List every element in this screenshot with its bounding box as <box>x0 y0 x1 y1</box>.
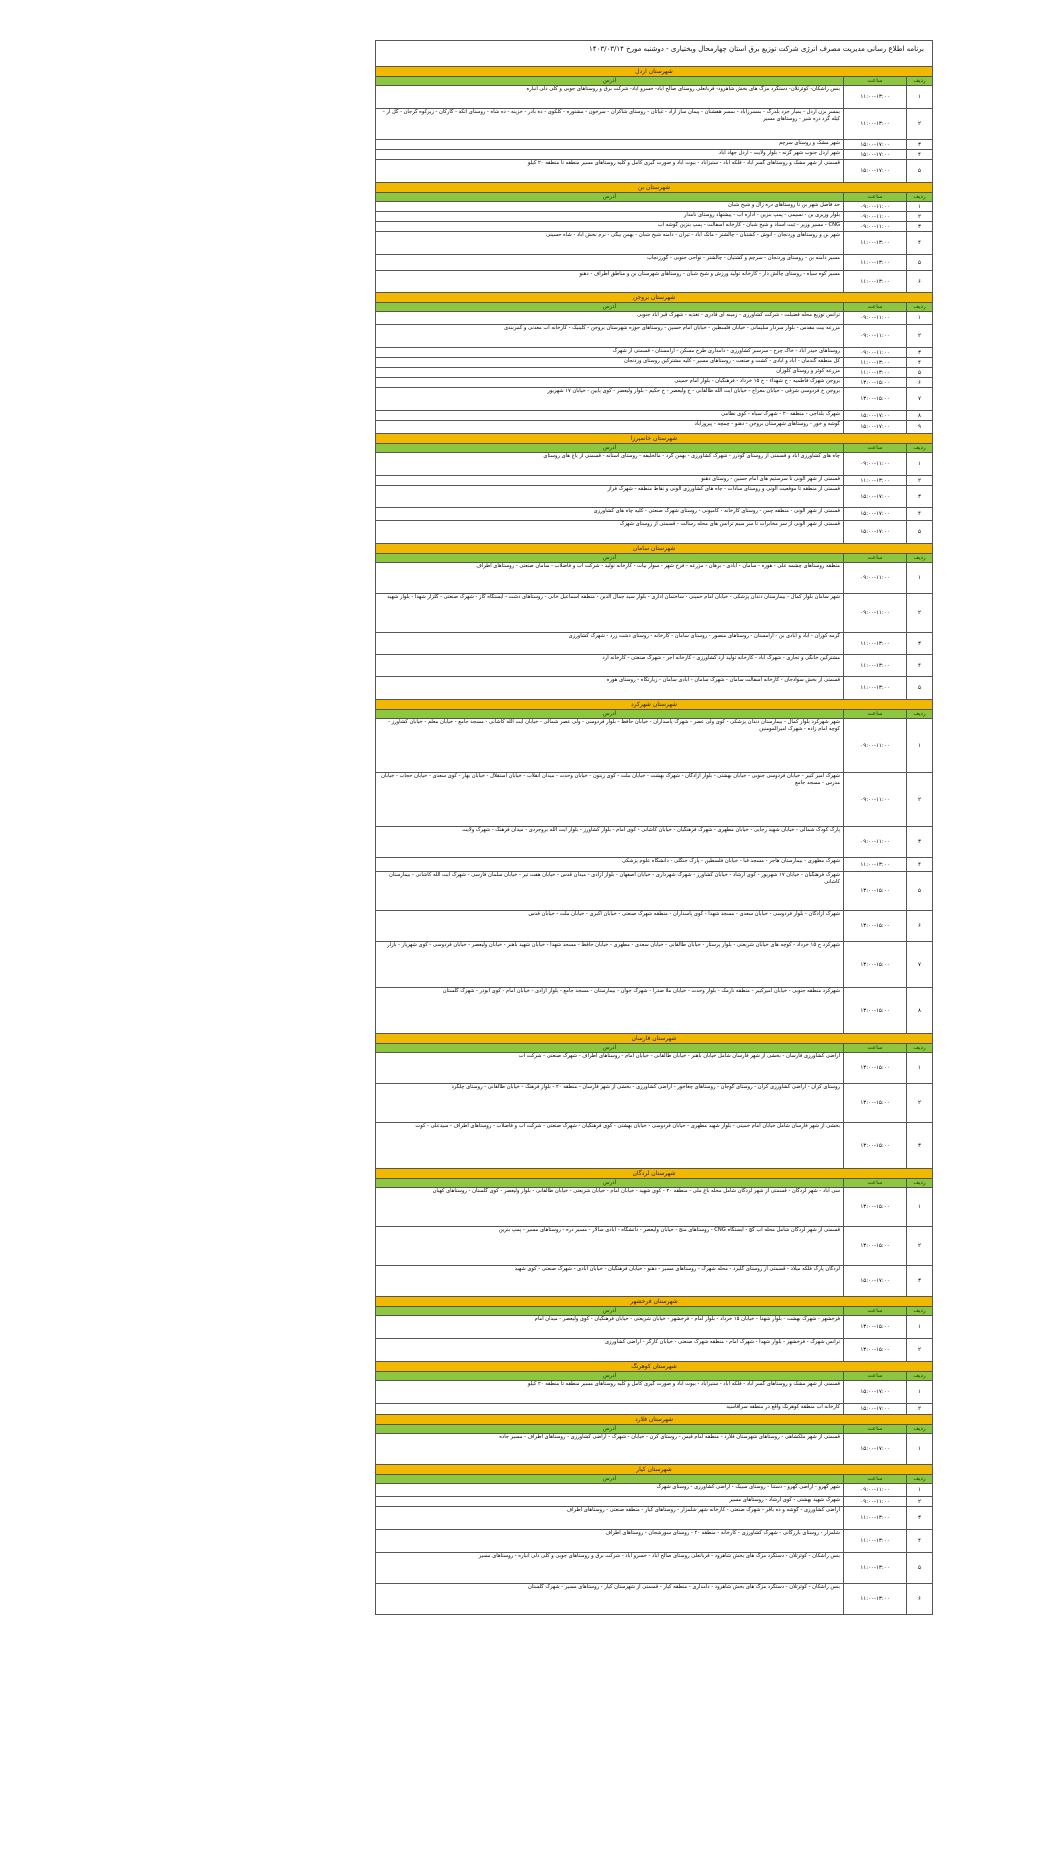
row-address: بروجن خ فردوسی شرقی - خیابان معراج - خیابان آیت الله طالقانی - خ ولیعصر - خ حکیم - بلوار ولیعصر - کوی پایین - خیابان ۱۷ شهریور <box>547 388 840 394</box>
table-row <box>376 677 932 700</box>
table-row <box>376 942 932 988</box>
row-time: ۱۳:۰۰-۱۵:۰۰ <box>843 1053 906 1083</box>
row-address: مزرعه کوثر و روستای کلوزان <box>776 368 840 374</box>
table-row <box>376 988 932 1034</box>
county-header: شهرستان کوهرنگ <box>376 1362 932 1372</box>
row-time: ۱۱:۰۰-۱۳:۰۰ <box>843 86 906 108</box>
county-header: شهرستان شهرکرد <box>376 700 932 710</box>
row-number: ۶ <box>906 271 932 292</box>
table-row <box>376 1497 932 1507</box>
row-address: قسمتی از بخش سوادجان - کارخانه آسفالت سامان - شهرک سامان - آبادی سامان - زیارتگاه - روستای هوره <box>606 677 840 683</box>
table-row <box>376 858 932 872</box>
row-number: ۸ <box>906 988 932 1033</box>
column-header-address: آدرس <box>602 1476 617 1482</box>
row-address: قسمتی از شهر مشک و روستاهای گسر آباد - فلکه آباد - ستیزآباد - بیوت آباد و صورت گیری کامل و کلیه روستاهای مسیر منطقه تا منطقه ۲۰ کیلو <box>527 1381 840 1387</box>
column-header-time: ساعت <box>843 1307 906 1315</box>
row-number: ۳ <box>906 633 932 654</box>
column-header-address: آدرس <box>602 304 617 310</box>
table-row <box>376 212 932 222</box>
column-header-row <box>376 710 932 719</box>
table-row <box>376 358 932 368</box>
row-address: شهر شهرکرد بلوار کمال - بیمارستان دندان پزشکی - کوی ولی عصر - شهرک پاسداران - خیابان حافظ - بلوار فردوسی - ولی عصر شمالی - خیابان آیت الله کاشانی - مسجد جامع - خیابان معلم - خیابان کشاورز - کوچه امام زاده - شهرک امیرالمومنین <box>388 719 840 732</box>
column-header-time: ساعت <box>843 77 906 85</box>
column-header-address: آدرس <box>602 1045 617 1051</box>
row-number: ۳ <box>906 1266 932 1296</box>
county-header: شهرستان کیار <box>376 1465 932 1475</box>
table-row <box>376 1381 932 1404</box>
row-number: ۲ <box>906 594 932 632</box>
row-number: ۵ <box>906 677 932 699</box>
row-number: ۵ <box>906 1553 932 1583</box>
row-time: ۱۵:۰۰-۱۷:۰۰ <box>843 140 906 149</box>
table-row <box>376 421 932 434</box>
row-number: ۳ <box>906 486 932 507</box>
row-time: ۱۵:۰۰-۱۷:۰۰ <box>843 421 906 433</box>
column-header-time: ساعت <box>843 1475 906 1483</box>
row-address: بنس راشکان - کوثرتلان - دستگرد مزگ های بخش شاهرود - قربانعلی روستای صالح آباد - خسرو آباد - شرکت برق و روستاهای جوبی و کلی دلی انباره - روستاهای مسیر <box>478 1553 840 1559</box>
row-time: ۱۳:۰۰-۱۵:۰۰ <box>843 911 906 941</box>
table-row <box>376 312 932 325</box>
row-number: ۴ <box>906 508 932 520</box>
table-row <box>376 1227 932 1266</box>
row-number: ۷ <box>906 388 932 410</box>
row-address: شهر بن و روستاهای وردنجان - انوش - کشتیان - چالشتر - ماتک آباد - تیران - دامنه شیخ شبان - بهمن بیگی - نرم بخش آباد - شاه حسینی <box>546 232 840 238</box>
row-time: ۱۳:۰۰-۱۵:۰۰ <box>843 1316 906 1338</box>
column-header-no: ردیف <box>906 77 932 85</box>
row-address: قسمتی از شهر مشک و روستاهای گسر آباد - فلکه آباد - ستیزآباد - بیوت آباد و صورت گیری کامل و کلیه روستاهای مسیر منطقه تا منطقه ۲۰ کیلو <box>527 160 840 166</box>
row-address: قسمتی از شهر آلونی - منطقه چمن - روستای کارخانه - کامیونی - روستای شهرک صنعتی - کلیه چاه های کشاورزی <box>593 508 840 514</box>
county-section <box>376 544 932 700</box>
sections-container <box>376 67 932 1615</box>
column-header-time: ساعت <box>843 1372 906 1380</box>
column-header-time: ساعت <box>843 1425 906 1433</box>
row-address: شهرک فرهنگیان - خیابان ۱۷ شهریور - کوی ارشاد - خیابان کشاورز - شهرک شهرداری - خیابان اصفهان - بلوار آزادی - میدان قدس - خیابان هفت تیر - خیابان سلمان فارسی - شهرک آیت الله کاشانی - بیمارستان کاشانی <box>388 872 840 885</box>
document-table <box>375 40 933 1615</box>
county-section <box>376 1415 932 1465</box>
row-time: ۰۹:۰۰-۱۱:۰۰ <box>843 453 906 475</box>
row-address: حد فاصل شهر بن تا روستاهای دره زال و شیخ شبان <box>727 202 840 208</box>
column-header-address: آدرس <box>602 711 617 717</box>
column-header-row <box>376 77 932 86</box>
row-time: ۱۳:۰۰-۱۵:۰۰ <box>843 1227 906 1265</box>
row-number: ۴ <box>906 655 932 676</box>
row-time: ۱۱:۰۰-۱۳:۰۰ <box>843 476 906 485</box>
row-number: ۱ <box>906 1434 932 1464</box>
row-number: ۲ <box>906 325 932 347</box>
row-time: ۱۵:۰۰-۱۷:۰۰ <box>843 1381 906 1403</box>
row-number: ۵ <box>906 521 932 543</box>
row-time: ۱۵:۰۰-۱۷:۰۰ <box>843 1266 906 1296</box>
column-header-row <box>376 1044 932 1053</box>
row-time: ۱۵:۰۰-۱۷:۰۰ <box>843 521 906 543</box>
column-header-address: آدرس <box>602 1373 617 1379</box>
column-header-row <box>376 1372 932 1381</box>
row-address: CNG - مسیر وزیر - ثبت اسناد و شیخ شبان - کارخانه آسفالت - پمپ بنزین گوشه آب <box>657 222 840 228</box>
county-header: شهرستان اردل <box>376 67 932 77</box>
table-row <box>376 827 932 858</box>
row-address: مزرعه بیت مقدس - بلوار سردار سلیمانی - خیابان فلسطین - خیابان امام حسین - روستاهای حوزه شهرستان بروجن - کلینیک - کارخانه آب معدنی و کمربندی <box>504 325 840 331</box>
table-row <box>376 1553 932 1584</box>
row-time: ۱۳:۰۰-۱۵:۰۰ <box>843 1188 906 1226</box>
row-address: بخشی از شهر فارسان شامل خیابان امام خمینی - بلوار شهید مطهری - خیابان فردوسی - خیابان بهشتی - کوی فرهنگیان - شهرک صنعتی - شرکت آب و فاضلاب - روستاهای اطراف - سیدعلی - کوت <box>415 1123 840 1129</box>
column-header-no: ردیف <box>906 1044 932 1052</box>
row-number: ۲ <box>906 773 932 826</box>
column-header-address: آدرس <box>602 194 617 200</box>
column-header-time: ساعت <box>843 444 906 452</box>
row-time: ۱۳:۰۰-۱۵:۰۰ <box>843 388 906 410</box>
column-header-time: ساعت <box>843 193 906 201</box>
county-header: شهرستان بن <box>376 183 932 193</box>
row-address: کل منطقه گندمان - آباد و آبادی - کشت و صنعت - روستاهای مسیر - کلیه مشترکین روستای وردنجان <box>623 358 840 364</box>
row-time: ۱۵:۰۰-۱۷:۰۰ <box>843 508 906 520</box>
row-time: ۱۱:۰۰-۱۳:۰۰ <box>843 1507 906 1529</box>
row-time: ۱۳:۰۰-۱۵:۰۰ <box>843 988 906 1033</box>
table-row <box>376 232 932 255</box>
row-number: ۴ <box>906 358 932 367</box>
row-time: ۱۱:۰۰-۱۳:۰۰ <box>843 255 906 270</box>
row-address: شهرک شهید بهشتی - کوی ارشاد - روستاهای مسیر <box>729 1497 840 1503</box>
table-row <box>376 872 932 911</box>
county-section <box>376 293 932 434</box>
column-header-no: ردیف <box>906 444 932 452</box>
row-number: ۱ <box>906 1053 932 1083</box>
column-header-no: ردیف <box>906 303 932 311</box>
row-number: ۱ <box>906 1188 932 1226</box>
row-number: ۴ <box>906 232 932 254</box>
column-header-no: ردیف <box>906 554 932 562</box>
row-number: ۲ <box>906 1497 932 1506</box>
table-row <box>376 476 932 486</box>
row-address: شهر سامان بلوار کمال - بیمارستان دندان پزشکی - خیابان امام خمینی - ساختمان اداری - بلوار سید جمال الدین - منطقه اسماعیل خانی - روستاهای دشت - ایستگاه گاز - شهرک صنعتی - گلزار شهدا - بلوار شهید <box>387 594 840 600</box>
column-header-time: ساعت <box>843 303 906 311</box>
column-header-address: آدرس <box>602 1180 617 1186</box>
row-time: ۱۱:۰۰-۱۳:۰۰ <box>843 677 906 699</box>
table-row <box>376 388 932 411</box>
row-address: قسمتی از شهر آلونی از سر مخابرات تا سر سیم ترانس های محله رسالت - قسمتی از روستای شهرک <box>619 521 840 527</box>
row-address: شلمزار - روستای بازرگانی - شهرک کشاورزی - کارخانه - منطقه ۲۰ - روستای سورشجان - روستاهای اطراف <box>605 1530 840 1536</box>
table-row <box>376 486 932 508</box>
column-header-no: ردیف <box>906 1372 932 1380</box>
row-address: شهرک بلداجی - منطقه ۲۰ - شهرک سیاه - کوی نظامی <box>721 411 840 417</box>
column-header-time: ساعت <box>843 1179 906 1187</box>
county-section <box>376 434 932 544</box>
row-address: اراضی کشاورزی فارسان - بخشی از شهر فارسان شامل خیابان باهنر - خیابان طالقانی - خیابان امام - روستاهای اطراف - شهرک صنعتی - شرکت آب <box>518 1053 840 1059</box>
table-row <box>376 222 932 232</box>
row-number: ۲ <box>906 1404 932 1414</box>
column-header-address: آدرس <box>602 1426 617 1432</box>
table-row <box>376 378 932 388</box>
row-number: ۱ <box>906 453 932 475</box>
table-row <box>376 594 932 633</box>
row-address: لردگان پارک فلکه میلاد - قسمتی از روستای گلیرد - محله شهرک - روستاهای مسیر - دهنو - خیابان فرهنگیان - خیابان آبادی - شهرک صنعتی - کوی شهید <box>514 1266 840 1272</box>
row-address: شهر اردل جنوب شهر گزنه - بلوار ولایت - اردل جهاد آباد <box>718 150 840 156</box>
row-number: ۱ <box>906 202 932 211</box>
column-header-row <box>376 444 932 453</box>
row-number: ۱ <box>906 1484 932 1496</box>
row-address: منطقه روستاهای چشمه علی - هوره - سامان - آبادی - برهان - مزرعه - فرخ شهر - سوار بیات - کارخانه تولید - شرکت آب و فاضلاب - سامان صنعتی - روستاهای اطراف <box>476 563 840 569</box>
row-time: ۱۳:۰۰-۱۵:۰۰ <box>843 378 906 387</box>
row-address: قسمتی از منطقه تا موقعیت آلونی و روستای سادات - چاه های کشاورزی آلونی و نقاط منطقه - شهرک فراز <box>607 486 840 492</box>
row-number: ۲ <box>906 476 932 485</box>
county-header: شهرستان سامان <box>376 544 932 554</box>
table-row <box>376 1434 932 1465</box>
row-time: ۱۳:۰۰-۱۵:۰۰ <box>843 872 906 910</box>
county-section <box>376 67 932 183</box>
row-address: قسمتی از شهر لردگان شامل محله آب گچ - ایستگاه CNG - روستاهای منج - خیابان ولیعصر - دانشگاه - آبادی سالار - مسیر دره - روستاهای مسیر - پمپ بنزین <box>498 1227 840 1233</box>
column-header-no: ردیف <box>906 710 932 718</box>
column-header-row <box>376 193 932 202</box>
row-number: ۲ <box>906 109 932 139</box>
row-address: مسیر کوه سیاه - روستای چالش دار - کارخانه تولید ورزش و شیخ شبان - روستاهای شهرستان بن و مناطق اطراف - دهنو <box>579 271 840 277</box>
row-number: ۵ <box>906 872 932 910</box>
row-time: ۱۳:۰۰-۱۵:۰۰ <box>843 1339 906 1361</box>
row-number: ۱ <box>906 312 932 324</box>
row-time: ۱۵:۰۰-۱۷:۰۰ <box>843 411 906 420</box>
row-time: ۱۱:۰۰-۱۳:۰۰ <box>843 655 906 676</box>
row-number: ۲ <box>906 1227 932 1265</box>
table-row <box>376 368 932 378</box>
row-address: شهرک مطهری - بیمارستان هاجر - مسجد قبا - خیابان فلسطین - پارک جنگلی - دانشگاه علوم پزشکی <box>621 858 840 864</box>
row-time: ۱۱:۰۰-۱۳:۰۰ <box>843 358 906 367</box>
column-header-no: ردیف <box>906 1475 932 1483</box>
row-address: شهر مشک و روستای سرچم <box>778 140 840 146</box>
county-section <box>376 1362 932 1415</box>
table-row <box>376 348 932 358</box>
row-number: ۵ <box>906 160 932 182</box>
table-row <box>376 911 932 942</box>
row-address: پارک کودک شمالی - خیابان شهید رجایی - خیابان مطهری - شهرک فرهنگیان - خیابان کاشانی - کوی امام - بلوار کشاورز - بلوار آیت الله بروجردی - میدان فرهنگ - شهرک ولایت <box>462 827 840 833</box>
table-row <box>376 1584 932 1615</box>
county-header: شهرستان فارسان <box>376 1034 932 1044</box>
table-row <box>376 202 932 212</box>
row-address: قسمتی از شهر ملکشاهی - روستاهای شهرستان فلارد - منطقه امام قیس - روستای کرن - خیابان - شهرک - اراضی کشاورزی - روستاهای اطراف - مسیر جاده <box>499 1434 840 1440</box>
row-address: شهرک امیر کبیر - خیابان فردوسی جنوبی - خیابان بهشتی - بلوار آزادگان - شهرک بهشت - خیابان ملت - کوی زیتون - خیابان وحدت - میدان انقلاب - خیابان استقلال - خیابان بهار - کوی سعدی - خیابان حجاب - خیابان مدرس - مسجد جامع <box>381 773 840 786</box>
column-header-time: ساعت <box>843 1044 906 1052</box>
row-number: ۲ <box>906 1084 932 1122</box>
table-row <box>376 563 932 594</box>
row-address: بلوار وزیری بن - نسیمی - پمپ بنزین - اداره آب - پیشنهاد روستای نامدار <box>683 212 840 218</box>
row-address: مسیر دامنه بن - روستای وردنجان - سرچم و کشتیان - چالشتر - نواحی جنوبی - گورزنجاب <box>646 255 840 261</box>
row-number: ۳ <box>906 1123 932 1168</box>
table-row <box>376 411 932 421</box>
row-number: ۵ <box>906 368 932 377</box>
row-time: ۰۹:۰۰-۱۱:۰۰ <box>843 719 906 772</box>
column-header-no: ردیف <box>906 1307 932 1315</box>
table-row <box>376 140 932 150</box>
row-address: فرخشهر - شهرک بهشت - بلوار شهدا - خیابان ۱۵ خرداد - بلوار امام - فرخشهر - خیابان شریعتی - خیابان فرهنگیان - کوی ولیعصر - میدان امام <box>534 1316 840 1322</box>
table-row <box>376 160 932 183</box>
table-row <box>376 1188 932 1227</box>
row-number: ۱ <box>906 719 932 772</box>
row-number: ۴ <box>906 858 932 871</box>
column-header-no: ردیف <box>906 1425 932 1433</box>
row-time: ۱۵:۰۰-۱۷:۰۰ <box>843 486 906 507</box>
row-time: ۰۹:۰۰-۱۱:۰۰ <box>843 325 906 347</box>
county-section <box>376 1297 932 1362</box>
row-number: ۲ <box>906 212 932 221</box>
column-header-row <box>376 1425 932 1434</box>
row-number: ۳ <box>906 827 932 857</box>
table-row <box>376 453 932 476</box>
county-header: شهرستان بروجن <box>376 293 932 303</box>
table-row <box>376 1484 932 1497</box>
row-time: ۱۱:۰۰-۱۳:۰۰ <box>843 271 906 292</box>
table-row <box>376 86 932 109</box>
column-header-row <box>376 1179 932 1188</box>
row-address: بروجن شهرک فاطمیه - خ شهداء - خ ۱۵ خرداد - فرهنگیان - بلوار امام خمینی <box>674 378 840 384</box>
column-header-time: ساعت <box>843 710 906 718</box>
row-time: ۰۹:۰۰-۱۱:۰۰ <box>843 594 906 632</box>
row-number: ۱ <box>906 563 932 593</box>
row-number: ۴ <box>906 1530 932 1552</box>
row-time: ۱۵:۰۰-۱۷:۰۰ <box>843 150 906 159</box>
row-time: ۰۹:۰۰-۱۱:۰۰ <box>843 1497 906 1506</box>
row-number: ۳ <box>906 222 932 231</box>
column-header-address: آدرس <box>602 78 617 84</box>
row-time: ۱۱:۰۰-۱۳:۰۰ <box>843 232 906 254</box>
row-address: چاه های کشاورزی آباد و قسمتی از روستای گودرز - شهرک کشاورزی - بهمن گرد - مالخلیفه - روستای آستانه - قسمتی از باغ های روستای <box>543 453 840 459</box>
row-time: ۱۱:۰۰-۱۳:۰۰ <box>843 858 906 871</box>
row-time: ۱۱:۰۰-۱۳:۰۰ <box>843 1584 906 1614</box>
row-time: ۱۱:۰۰-۱۳:۰۰ <box>843 1530 906 1552</box>
row-time: ۱۵:۰۰-۱۷:۰۰ <box>843 1404 906 1414</box>
row-time: ۰۹:۰۰-۱۱:۰۰ <box>843 827 906 857</box>
row-number: ۳ <box>906 1507 932 1529</box>
county-header: شهرستان لردگان <box>376 1169 932 1179</box>
row-number: ۶ <box>906 1584 932 1614</box>
row-address: شهرکرد منطقه جنوبی - خیابان امیرکبیر - منطقه نارمک - بلوار وحدت - خیابان ملا صدرا - شهرک جوان - بیمارستان - مسجد جامع - بلوار آزادی - خیابان امام - کوی ابوذر - شهرک گلستان <box>442 988 840 994</box>
column-header-time: ساعت <box>843 554 906 562</box>
county-section <box>376 1034 932 1169</box>
row-number: ۱ <box>906 1316 932 1338</box>
table-row <box>376 719 932 773</box>
county-header: شهرستان فلارد <box>376 1415 932 1425</box>
table-row <box>376 271 932 293</box>
row-time: ۰۹:۰۰-۱۱:۰۰ <box>843 773 906 826</box>
column-header-address: آدرس <box>602 555 617 561</box>
row-address: اراضی کشاورزی - گوشه و ده باقر - شهرک صنعتی - کارخانه شهر شلمزار - روستاهای کیار - منطقه صنعتی - روستاهای اطراف <box>566 1507 840 1513</box>
row-time: ۱۱:۰۰-۱۳:۰۰ <box>843 368 906 377</box>
column-header-row <box>376 554 932 563</box>
table-row <box>376 508 932 521</box>
row-address: گوشه و خور - روستاهای شهرستان بروجن - دهنو - چمچه - پیروزآباد <box>694 421 840 427</box>
row-number: ۶ <box>906 378 932 387</box>
table-row <box>376 1316 932 1339</box>
table-row <box>376 1339 932 1362</box>
row-address: بنس راشکان - کوثرتلان - دستگرد مزگ های بخش شاهرود - دامداری - منطقه کیار - قسمتی از شهرستان کیار - روستاهای مسیر - شهرک گلستان <box>527 1584 840 1590</box>
table-row <box>376 1123 932 1169</box>
column-header-row <box>376 1307 932 1316</box>
county-section <box>376 1169 932 1297</box>
table-row <box>376 521 932 544</box>
column-header-row <box>376 1475 932 1484</box>
table-row <box>376 150 932 160</box>
row-address: شهرکرد ح ۱۵ خرداد - کوچه های خیابان شریعتی - بلوار پرستار - خیابان طالقانی - خیابان سعدی - مطهری - خیابان حافظ - مسجد شهدا - خیابان شهید باهنر - خیابان ولیعصر - خیابان فردوسی - کوی شهریار - بازار <box>387 942 840 948</box>
county-header: شهرستان فرخشهر <box>376 1297 932 1307</box>
row-number: ۸ <box>906 411 932 420</box>
row-address: گرمه کوران - آباد و آبادی بن - آرامستان - روستاهای منصور - روستای سامان - کارخانه - روستای دشت زرد - شهرک کشاورزی <box>568 633 840 639</box>
row-address: کارخانه آب منطقه کوهرنگ واقع در منطقه سرآقاسید <box>726 1404 840 1410</box>
table-row <box>376 1530 932 1553</box>
table-row <box>376 1053 932 1084</box>
table-row <box>376 325 932 348</box>
row-address: مشترکین خانگی و تجاری - شهرک آباد - کارخانه تولید آرد کشاورزی - کارخانه آجر - شهرک صنعتی - کارخانه آرد <box>602 655 840 661</box>
column-header-address: آدرس <box>602 1308 617 1314</box>
row-address: ترانس توزیع محله فضیلت - شرکت کشاورزی - زمینه ای قادری - تغذیه - شهرک قیر آباد جنوبی <box>637 312 840 318</box>
row-time: ۱۱:۰۰-۱۳:۰۰ <box>843 109 906 139</box>
row-number: ۱ <box>906 1381 932 1403</box>
column-header-row <box>376 303 932 312</box>
row-time: ۱۱:۰۰-۱۳:۰۰ <box>843 1553 906 1583</box>
row-number: ۳ <box>906 140 932 149</box>
row-address: روستاهای حیدر آباد - خاک چرخ - سرسبز کشاورزی - دامداری طرح مسکن - آرامستان - قسمتی از شهرک <box>612 348 840 354</box>
row-address: بنس راشکان- کوثرتلان- دستگرد مزگ های بخش شاهرود- قربانعلی روستای صالح آباد- خسرو آباد- شرکت برق و روستاهای جوبی و کلی دلی انباره <box>526 86 840 92</box>
table-row <box>376 255 932 271</box>
row-time: ۰۹:۰۰-۱۱:۰۰ <box>843 348 906 357</box>
county-section <box>376 1465 932 1615</box>
row-time: ۰۹:۰۰-۱۱:۰۰ <box>843 222 906 231</box>
table-row <box>376 655 932 677</box>
table-row <box>376 109 932 140</box>
county-section <box>376 183 932 293</box>
row-address: ترانس شهرک - فرخشهر - بلوار شهدا - شهرک امام - منطقه شهرک صنعتی - خیابان کارگر - اراضی کشاورزی <box>604 1339 840 1345</box>
row-address: شهرک آزادگان - بلوار فردوسی - خیابان سعدی - مسجد شهدا - کوی پاسداران - منطقه شهرک صنعتی - خیابان اکبری - خیابان ملت - خیابان قدس <box>528 911 840 917</box>
row-time: ۰۹:۰۰-۱۱:۰۰ <box>843 212 906 221</box>
row-number: ۲ <box>906 1339 932 1361</box>
table-row <box>376 633 932 655</box>
row-time: ۰۹:۰۰-۱۱:۰۰ <box>843 312 906 324</box>
row-address: قسمتی از شهر آلونی تا سرستیم های امام حسین - روستای دهنو <box>701 476 840 482</box>
row-number: ۷ <box>906 942 932 987</box>
column-header-no: ردیف <box>906 193 932 201</box>
county-header: شهرستان خانمیرزا <box>376 434 932 444</box>
column-header-address: آدرس <box>602 445 617 451</box>
table-row <box>376 773 932 827</box>
row-address: سی آباد - شهر لردگان - قسمتی از شهر لردگان شامل محله باغ ملی - منطقه ۲۰ - کوی شهید - خیابان امام - خیابان شریعتی - خیابان طالقانی - بلوار ولیعصر - کوی گلستان - روستاهای کهیان <box>432 1188 840 1194</box>
table-row <box>376 1084 932 1123</box>
row-time: ۱۳:۰۰-۱۵:۰۰ <box>843 1123 906 1168</box>
row-address: بمسر بزن اردل - بمبار جرد بلدرگ - بمسرزآباد - بمسر هفشنان - پیمان ساز آزاد - غیاثان - روستای شاکران - سرخون - مشتوره - کلکوی - ده بادر - خزینه - ده شاه - روستای اتکه - گارکان - زیرکوه گرجان - گل ار - کیله گرد دره شیر - روستاهای مسیر <box>382 109 840 122</box>
row-time: ۰۹:۰۰-۱۱:۰۰ <box>843 563 906 593</box>
table-row <box>376 1266 932 1297</box>
row-number: ۵ <box>906 255 932 270</box>
row-address: روستای کران - اراضی کشاورزی کران - روستای گوجان - روستاهای چغاخور - اراضی کشاورزی - بخشی از شهر فارسان - منطقه ۲۰ - بلوار فرهنگ - خیابان طالقانی - روستای چلگرد <box>451 1084 840 1090</box>
row-number: ۴ <box>906 150 932 159</box>
row-address: شهر گهرو - اراضی گهرو - دستنا - روستای سیبک - اراضی کشاورزی - روستای شهرک <box>656 1484 840 1490</box>
row-number: ۹ <box>906 421 932 433</box>
row-number: ۳ <box>906 348 932 357</box>
row-time: ۱۱:۰۰-۱۳:۰۰ <box>843 633 906 654</box>
county-section <box>376 700 932 1034</box>
row-time: ۱۵:۰۰-۱۷:۰۰ <box>843 160 906 182</box>
column-header-no: ردیف <box>906 1179 932 1187</box>
row-time: ۰۹:۰۰-۱۱:۰۰ <box>843 1484 906 1496</box>
table-row <box>376 1404 932 1415</box>
row-number: ۶ <box>906 911 932 941</box>
row-time: ۱۳:۰۰-۱۵:۰۰ <box>843 942 906 987</box>
document-title: برنامه اطلاع رسانی مدیریت مصرف انرژی شرکت توزیع برق استان چهارمحال وبختیاری - دوشنبه مورخ ۱۴۰۳/۰۳/۱۴ <box>376 41 932 67</box>
table-row <box>376 1507 932 1530</box>
row-time: ۱۵:۰۰-۱۷:۰۰ <box>843 1434 906 1464</box>
row-time: ۰۹:۰۰-۱۱:۰۰ <box>843 202 906 211</box>
row-time: ۱۳:۰۰-۱۵:۰۰ <box>843 1084 906 1122</box>
row-number: ۱ <box>906 86 932 108</box>
